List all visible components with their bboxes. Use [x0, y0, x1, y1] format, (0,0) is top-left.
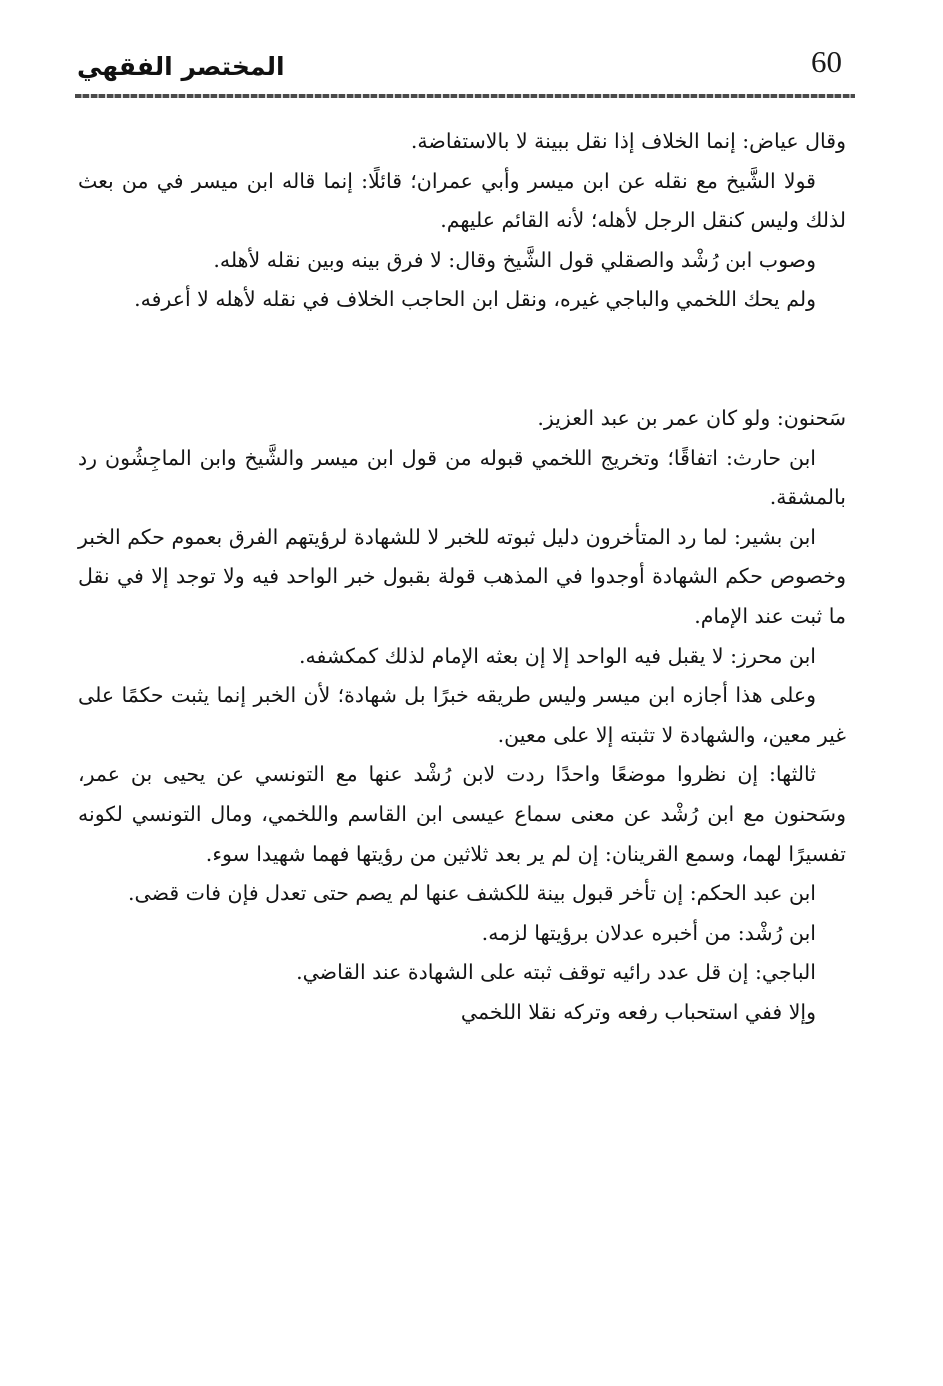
paragraph: وقال عياض: إنما الخلاف إذا نقل ببينة لا بالاستفاضة. — [410, 129, 846, 153]
paragraph: قولا الشَّيخ مع نقله عن ابن ميسر وأبي عمران؛ قائلًا: إنما قاله ابن ميسر في من بعث لذلك وليس كنقل الرجل لأهله؛ لأنه القائم عليهم. — [78, 168, 846, 233]
page-number: 60 — [811, 44, 842, 79]
paragraph: الباجي: إن قل عدد رائيه توقف ثبته على الشهادة عند القاضي. — [296, 960, 816, 985]
header-rule — [75, 94, 855, 98]
paragraph: ابن عبد الحكم: إن تأخر قبول بينة للكشف عنها لم يصم حتى تعدل فإن فات قضى. — [127, 881, 816, 906]
paragraph: ابن محرز: لا يقبل فيه الواحد إلا إن بعثه الإمام لذلك كمكشفه. — [299, 643, 816, 668]
body-text — [78, 122, 846, 1032]
paragraph: وإلا ففي استحباب رفعه وتركه نقلا اللخمي — [460, 999, 816, 1024]
page-header — [75, 40, 855, 98]
paragraph: ابن رُشْد: من أخبره عدلان برؤيتها لزمه. — [481, 920, 816, 945]
paragraph: ابن بشير: لما رد المتأخرون دليل ثبوته للخبر لا للشهادة لرؤيتهم الفرق بعموم حكم الخبر وخصوص حكم الشهادة أوجدوا في المذهب قولة بقبول خبر الواحد فيه ولا توجد إلا في نقل ما ثبت عند الإمام. — [78, 524, 846, 628]
book-title: المختصر الفقهي — [77, 52, 285, 81]
paragraph: ثالثها: إن نظروا موضعًا واحدًا ردت لابن رُشْد عنها مع التونسي عن يحيى بن عمر، وسَحنون مع ابن رُشْد عن معنى سماع عيسى ابن القاسم واللخمي، ومال التونسي لكونه تفسيرًا لهما، وسمع القرينان: إن لم ير بعد ثلاثين من رؤيتها فهما شهيدا سوء. — [78, 762, 846, 866]
paragraph: ابن حارث: اتفاقًا؛ وتخريج اللخمي قبوله من قول ابن ميسر والشَّيخ وابن الماجِشُون رد بالمشقة. — [78, 445, 846, 510]
paragraph: وصوب ابن رُشْد والصقلي قول الشَّيخ وقال: لا فرق بينه وبين نقله لأهله. — [213, 247, 816, 272]
paragraph: وعلى هذا أجازه ابن ميسر وليس طريقه خبرًا بل شهادة؛ لأن الخبر إنما يثبت حكمًا على غير معين، والشهادة لا تثبته إلا على معين. — [78, 683, 846, 747]
paragraph: سَحنون: ولو كان عمر بن عبد العزيز. — [537, 405, 846, 430]
faded-line-gap — [78, 320, 846, 399]
paragraph: ولم يحك اللخمي والباجي غيره، ونقل ابن الحاجب الخلاف في نقله لأهله لا أعرفه. — [134, 287, 816, 312]
